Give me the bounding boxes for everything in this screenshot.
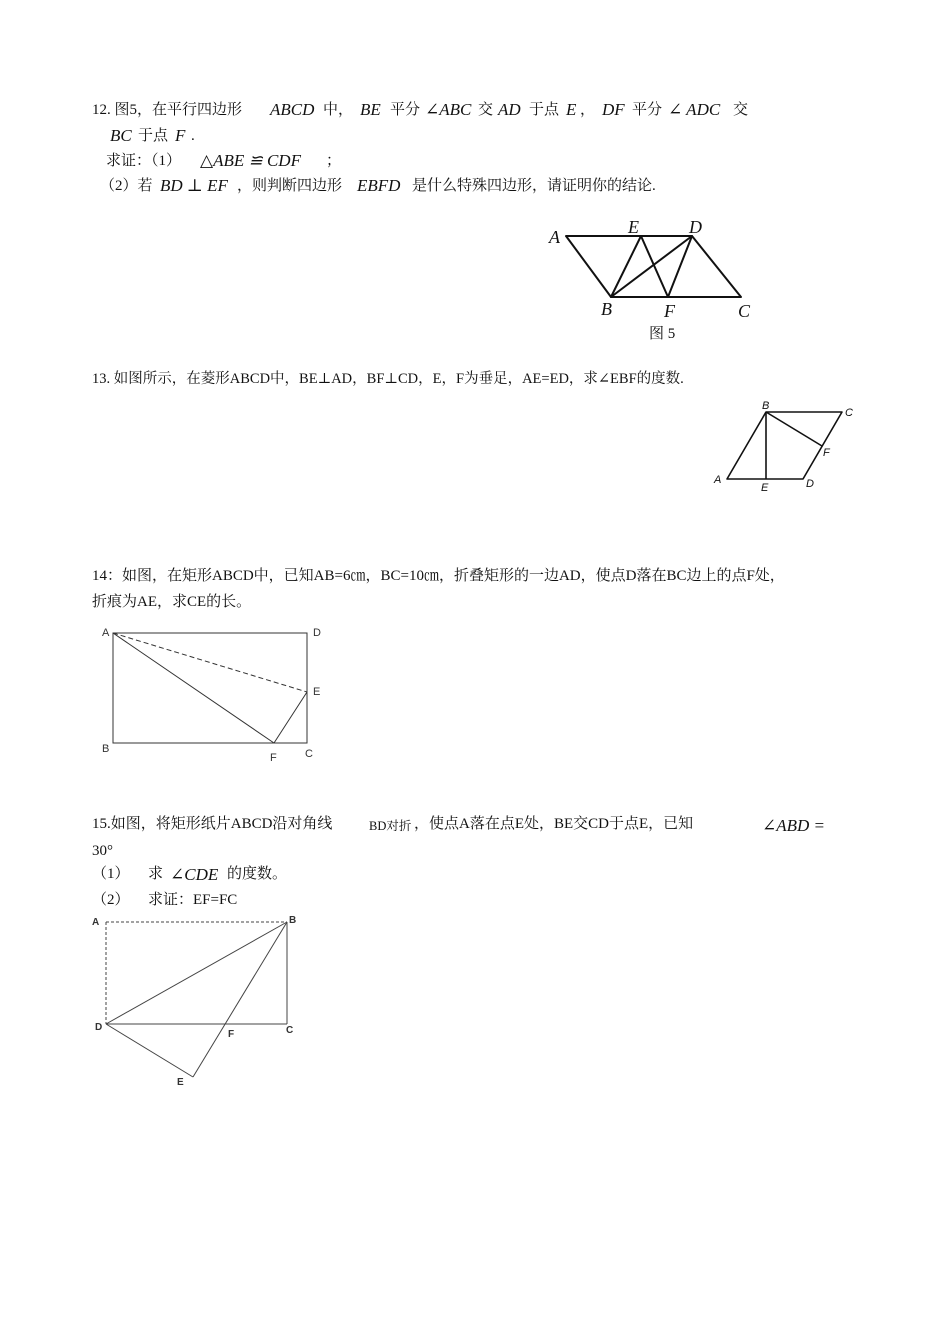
q14-label-f: F: [270, 752, 277, 764]
q13-label-e: E: [761, 482, 769, 494]
q14-label-c: C: [305, 748, 313, 760]
q13-label-d: D: [806, 478, 814, 490]
q12-text: 于点: [529, 102, 560, 118]
q12-text: .: [191, 128, 195, 144]
q12-text: 于点: [138, 128, 169, 144]
q15-text: BD对折: [369, 819, 412, 833]
q14-label-e: E: [313, 686, 321, 698]
q15-diagonal-bd: [106, 922, 287, 1024]
q12-math: E: [566, 100, 577, 119]
q15-label-b: B: [289, 915, 297, 926]
q15-label-e: E: [177, 1077, 184, 1088]
q12-text: 平分: [632, 102, 663, 118]
q14-label-b: B: [102, 743, 110, 755]
q12-math: EBFD: [357, 176, 401, 195]
q12-text: ，则判断四边形: [237, 178, 343, 194]
q12-label-f: F: [664, 301, 675, 321]
q12-text: ，: [580, 102, 596, 118]
q12-text: 是什么特殊四边形，请证明你的结论.: [412, 178, 656, 194]
q15-text: 求证：EF=FC: [148, 892, 238, 908]
q14-label-a: A: [102, 627, 110, 639]
q12-figure-caption: 图 5: [649, 326, 676, 342]
q15-math: ∠ABD =: [762, 816, 826, 835]
q12-text: 交: [733, 102, 749, 118]
q12-label-a: A: [549, 227, 560, 247]
q12-math: BC: [110, 126, 132, 145]
q13-label-f: F: [823, 447, 830, 459]
q13-text: 13. 如图所示，在菱形ABCD中，BE⊥AD，BF⊥CD，E，F为垂足，AE=ED，求∠EBF的度数.: [92, 371, 684, 387]
q12-label-c: C: [738, 301, 751, 321]
q12-text: 求证：（1）: [106, 153, 182, 169]
q12-math: AD: [498, 100, 521, 119]
q12-math: ∠ABC: [425, 100, 472, 119]
q12-text: ；: [326, 153, 342, 169]
q12-math: BD ⊥ EF: [160, 176, 228, 195]
q13-label-a: A: [714, 474, 722, 486]
q12-text: （2）若: [100, 178, 153, 194]
q15-label-c: C: [286, 1025, 294, 1036]
q12-text: 中，: [323, 102, 354, 118]
q12-text: 交: [478, 102, 494, 118]
q12-text: 平分: [390, 102, 421, 118]
q15-text: ，使点A落在点E处，BE交CD于点E，已知: [414, 816, 694, 832]
q15-text: 15.如图，将矩形纸片ABCD沿对角线: [92, 816, 333, 832]
q13-label-b: B: [762, 400, 770, 412]
q12-math: DF: [602, 100, 625, 119]
q15-label-d: D: [95, 1022, 103, 1033]
q15-text: 求: [148, 866, 164, 882]
q15-label-a: A: [92, 917, 100, 928]
q15-segment-de: [106, 1024, 193, 1077]
q12-text: 12. 图5，在平行四边形: [92, 102, 243, 118]
q15-text: （1）: [92, 866, 130, 882]
q15-line-2: 30°: [92, 843, 113, 859]
q15-text: （2）: [92, 892, 130, 908]
q12-label-e: E: [628, 217, 639, 237]
q15-segment-be: [193, 922, 287, 1077]
q14-line-2: 折痕为AE，求CE的长。: [92, 594, 252, 610]
q12-label-b: B: [601, 299, 612, 319]
q15-label-f: F: [228, 1029, 235, 1040]
q14-line-1: 14：如图，在矩形ABCD中，已知AB=6㎝，BC=10㎝，折叠矩形的一边AD，使点D落在BC边上的点F处，: [92, 568, 785, 584]
q12-math: △ABE ≌ CDF: [200, 151, 301, 170]
q14-label-d: D: [313, 627, 321, 639]
q15-text: 的度数。: [227, 866, 288, 882]
q15-math: ∠CDE: [170, 865, 219, 884]
q12-math: F: [175, 126, 186, 145]
q12-math: ABCD: [270, 100, 315, 119]
q12-label-d: D: [689, 217, 702, 237]
q12-math: BE: [360, 100, 381, 119]
q12-math: ∠ ADC: [668, 100, 721, 119]
q13-label-c: C: [845, 407, 853, 419]
